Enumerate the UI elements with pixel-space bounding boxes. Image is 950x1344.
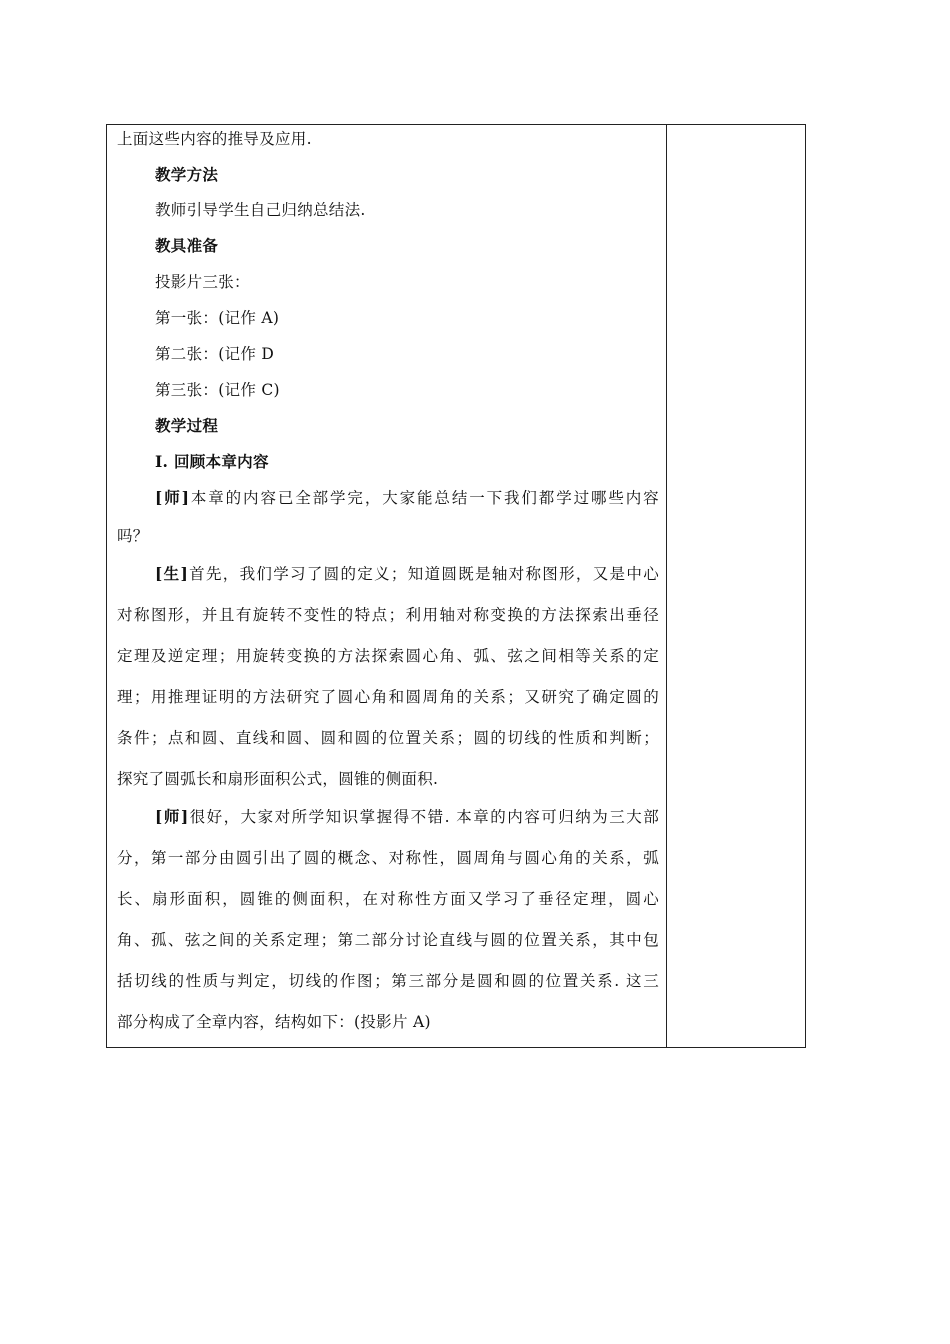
text-line: 投影片三张： [155, 273, 250, 291]
paragraph-line: 部分构成了全章内容，结构如下：(投影片 A) [117, 1013, 431, 1031]
section-heading-materials: 教具准备 [155, 236, 219, 255]
paragraph-line: 条件；点和圆、直线和圆、圆和圆的位置关系；圆的切线的性质和判断； [117, 729, 659, 747]
paragraph-line: 括切线的性质与判定，切线的作图；第三部分是圆和圆的位置关系. 这三 [117, 972, 659, 990]
subsection-heading-review: Ⅰ. 回顾本章内容 [155, 452, 269, 471]
text-line: 上面这些内容的推导及应用. [117, 130, 312, 148]
paragraph-line: 理；用推理证明的方法研究了圆心角和圆周角的关系；又研究了确定圆的 [117, 688, 659, 706]
paragraph-text: 本章的内容已全部学完，大家能总结一下我们都学过哪些内容 [189, 489, 659, 507]
paragraph-line: 长、扇形面积，圆锥的侧面积，在对称性方面又学习了垂径定理，圆心 [117, 890, 659, 908]
paragraph-text: 首先，我们学习了圆的定义；知道圆既是轴对称图形，又是中心 [188, 565, 659, 583]
speaker-label: [生] [155, 564, 189, 583]
paragraph-line: 吗？ [117, 527, 149, 545]
paragraph-line [155, 488, 659, 508]
paragraph-line [155, 807, 659, 827]
text-line: 第二张：(记作 D [155, 345, 275, 363]
section-heading-method: 教学方法 [155, 165, 219, 184]
paragraph-line: 探究了圆弧长和扇形面积公式，圆锥的侧面积. [117, 770, 439, 788]
speaker-label: [师] [155, 488, 190, 507]
paragraph-line: 分，第一部分由圆引出了圆的概念、对称性，圆周角与圆心角的关系，弧 [117, 849, 659, 867]
notes-cell [667, 125, 805, 1047]
text-line: 第一张：(记作 A) [155, 309, 280, 327]
section-heading-process: 教学过程 [155, 416, 219, 435]
paragraph-text: 很好，大家对所学知识掌握得不错. 本章的内容可归纳为三大部 [188, 808, 659, 826]
paragraph-line: 对称图形，并且有旋转不变性的特点；利用轴对称变换的方法探索出垂径 [117, 606, 659, 624]
paragraph-line: 角、孤、弦之间的关系定理；第二部分讨论直线与圆的位置关系，其中包 [117, 931, 659, 949]
text-line: 第三张：(记作 C) [155, 381, 280, 399]
lesson-table [106, 124, 806, 1048]
main-content-cell [107, 125, 666, 1047]
paragraph-line: 定理及逆定理；用旋转变换的方法探索圆心角、弧、弦之间相等关系的定 [117, 647, 659, 665]
text-line: 教师引导学生自己归纳总结法. [155, 201, 366, 219]
speaker-label: [师] [155, 807, 189, 826]
paragraph-line [155, 564, 659, 584]
